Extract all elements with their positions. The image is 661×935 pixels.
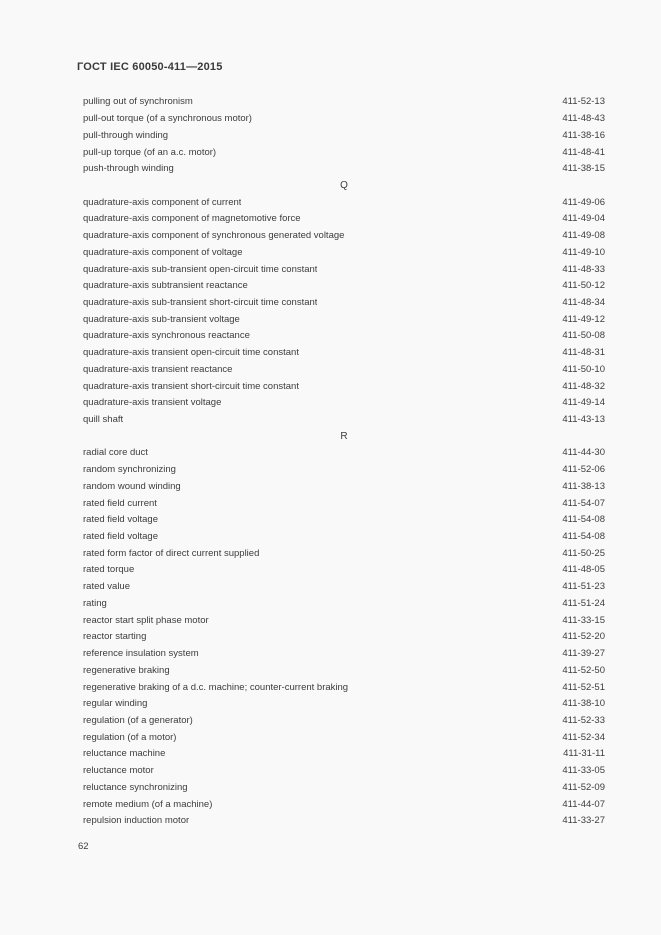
term-code: 411-49-04 <box>562 213 605 225</box>
term-label: regulation (of a motor) <box>83 731 177 743</box>
term-code: 411-33-05 <box>562 765 605 777</box>
term-code: 411-50-10 <box>562 363 605 375</box>
index-row <box>83 578 605 595</box>
term-label: quadrature-axis component of magnetomotive force <box>83 213 301 225</box>
term-code: 411-49-06 <box>562 196 605 208</box>
term-code: 411-43-13 <box>562 414 605 426</box>
term-code: 411-49-14 <box>562 397 605 409</box>
term-code: 411-52-09 <box>562 781 605 793</box>
index-row <box>83 394 605 411</box>
term-label: rated field current <box>83 497 157 509</box>
term-label: reluctance motor <box>83 765 154 777</box>
index-row <box>83 378 605 395</box>
index-row <box>83 294 605 311</box>
index-row <box>83 779 605 796</box>
term-label: quadrature-axis synchronous reactance <box>83 330 250 342</box>
term-label: reference insulation system <box>83 648 199 660</box>
term-label: quadrature-axis sub-transient short-circuit time constant <box>83 296 318 308</box>
term-label: regular winding <box>83 698 148 710</box>
term-code: 411-52-34 <box>562 731 605 743</box>
term-label: quadrature-axis transient voltage <box>83 397 222 409</box>
term-code: 411-51-24 <box>562 597 605 609</box>
term-code: 411-51-23 <box>562 581 605 593</box>
index-row <box>83 344 605 361</box>
term-label: push-through winding <box>83 163 174 175</box>
term-code: 411-33-15 <box>562 614 605 626</box>
term-code: 411-49-10 <box>562 246 605 258</box>
index-row <box>83 629 605 646</box>
index-list <box>83 94 605 830</box>
index-row <box>83 645 605 662</box>
section-letter-q: Q <box>340 179 348 191</box>
term-label: quadrature-axis component of voltage <box>83 246 243 258</box>
term-code: 411-49-08 <box>562 230 605 242</box>
page-number: 62 <box>78 841 89 852</box>
term-code: 411-52-51 <box>562 681 605 693</box>
document-title: ГОСТ IEC 60050-411—2015 <box>77 61 223 73</box>
index-row <box>83 144 605 161</box>
index-row <box>83 511 605 528</box>
term-code: 411-52-20 <box>562 631 605 643</box>
index-row <box>83 94 605 111</box>
index-row <box>83 679 605 696</box>
term-label: quadrature-axis sub-transient open-circuit time constant <box>83 263 318 275</box>
term-code: 411-50-08 <box>562 330 605 342</box>
term-code: 411-44-07 <box>562 798 605 810</box>
term-code: 411-54-07 <box>562 497 605 509</box>
index-row <box>83 478 605 495</box>
index-row <box>83 762 605 779</box>
term-code: 411-49-12 <box>562 313 605 325</box>
term-label: quill shaft <box>83 414 124 426</box>
term-label: quadrature-axis transient open-circuit time constant <box>83 347 299 359</box>
term-label: remote medium (of a machine) <box>83 798 213 810</box>
term-code: 411-48-05 <box>562 564 605 576</box>
term-code: 411-38-10 <box>562 698 605 710</box>
term-label: quadrature-axis transient short-circuit time constant <box>83 380 299 392</box>
term-label: quadrature-axis sub-transient voltage <box>83 313 240 325</box>
index-row <box>83 562 605 579</box>
term-code: 411-33-27 <box>562 815 605 827</box>
term-code: 411-38-13 <box>562 480 605 492</box>
index-row <box>83 746 605 763</box>
index-row <box>83 411 605 428</box>
term-label: reluctance synchronizing <box>83 781 188 793</box>
term-code: 411-50-12 <box>562 280 605 292</box>
term-label: radial core duct <box>83 447 148 459</box>
index-row <box>83 695 605 712</box>
index-row <box>83 595 605 612</box>
term-label: reactor starting <box>83 631 147 643</box>
index-row <box>83 812 605 829</box>
index-row <box>83 545 605 562</box>
term-label: rated torque <box>83 564 135 576</box>
term-code: 411-54-08 <box>562 514 605 526</box>
index-row <box>83 528 605 545</box>
term-label: random wound winding <box>83 480 181 492</box>
term-code: 411-54-08 <box>562 531 605 543</box>
index-row <box>83 194 605 211</box>
index-row <box>83 311 605 328</box>
index-row <box>83 211 605 228</box>
term-code: 411-48-43 <box>562 113 605 125</box>
term-label: reactor start split phase motor <box>83 614 209 626</box>
term-code: 411-48-31 <box>562 347 605 359</box>
term-code: 411-44-30 <box>562 447 605 459</box>
index-row <box>83 796 605 813</box>
term-label: quadrature-axis component of synchronous generated voltage <box>83 230 345 242</box>
index-row <box>83 277 605 294</box>
term-code: 411-38-16 <box>562 129 605 141</box>
term-label: pulling out of synchronism <box>83 96 193 108</box>
index-row <box>83 729 605 746</box>
term-code: 411-48-34 <box>562 296 605 308</box>
term-label: pull-up torque (of an a.c. motor) <box>83 146 217 158</box>
term-label: pull-through winding <box>83 129 169 141</box>
term-label: rated value <box>83 581 131 593</box>
term-code: 411-52-13 <box>562 96 605 108</box>
term-label: quadrature-axis component of current <box>83 196 242 208</box>
index-row <box>83 227 605 244</box>
term-code: 411-31-11 <box>563 748 605 760</box>
section-letter-r: R <box>340 430 348 442</box>
term-code: 411-52-06 <box>562 464 605 476</box>
index-row <box>83 328 605 345</box>
term-label: rated form factor of direct current supplied <box>83 547 260 559</box>
index-row <box>83 445 605 462</box>
term-label: rated field voltage <box>83 531 158 543</box>
index-row <box>83 127 605 144</box>
index-row <box>83 361 605 378</box>
term-code: 411-50-25 <box>562 547 605 559</box>
term-code: 411-39-27 <box>562 648 605 660</box>
index-row <box>83 244 605 261</box>
term-code: 411-52-33 <box>562 714 605 726</box>
term-label: regenerative braking of a d.c. machine; counter-current braking <box>83 681 349 693</box>
index-row <box>83 495 605 512</box>
term-code: 411-48-32 <box>562 380 605 392</box>
term-code: 411-48-41 <box>562 146 605 158</box>
term-code: 411-38-15 <box>562 163 605 175</box>
index-row <box>83 110 605 127</box>
term-label: rated field voltage <box>83 514 158 526</box>
index-row <box>83 662 605 679</box>
index-row <box>83 612 605 629</box>
term-label: quadrature-axis subtransient reactance <box>83 280 248 292</box>
term-label: pull-out torque (of a synchronous motor) <box>83 113 252 125</box>
term-label: quadrature-axis transient reactance <box>83 363 233 375</box>
term-code: 411-48-33 <box>562 263 605 275</box>
term-label: random synchronizing <box>83 464 176 476</box>
term-label: repulsion induction motor <box>83 815 190 827</box>
term-label: regenerative braking <box>83 664 170 676</box>
term-label: rating <box>83 597 107 609</box>
index-row <box>83 461 605 478</box>
term-code: 411-52-50 <box>562 664 605 676</box>
term-label: regulation (of a generator) <box>83 714 193 726</box>
term-label: reluctance machine <box>83 748 166 760</box>
index-row <box>83 261 605 278</box>
index-row <box>83 712 605 729</box>
index-row <box>83 160 605 177</box>
